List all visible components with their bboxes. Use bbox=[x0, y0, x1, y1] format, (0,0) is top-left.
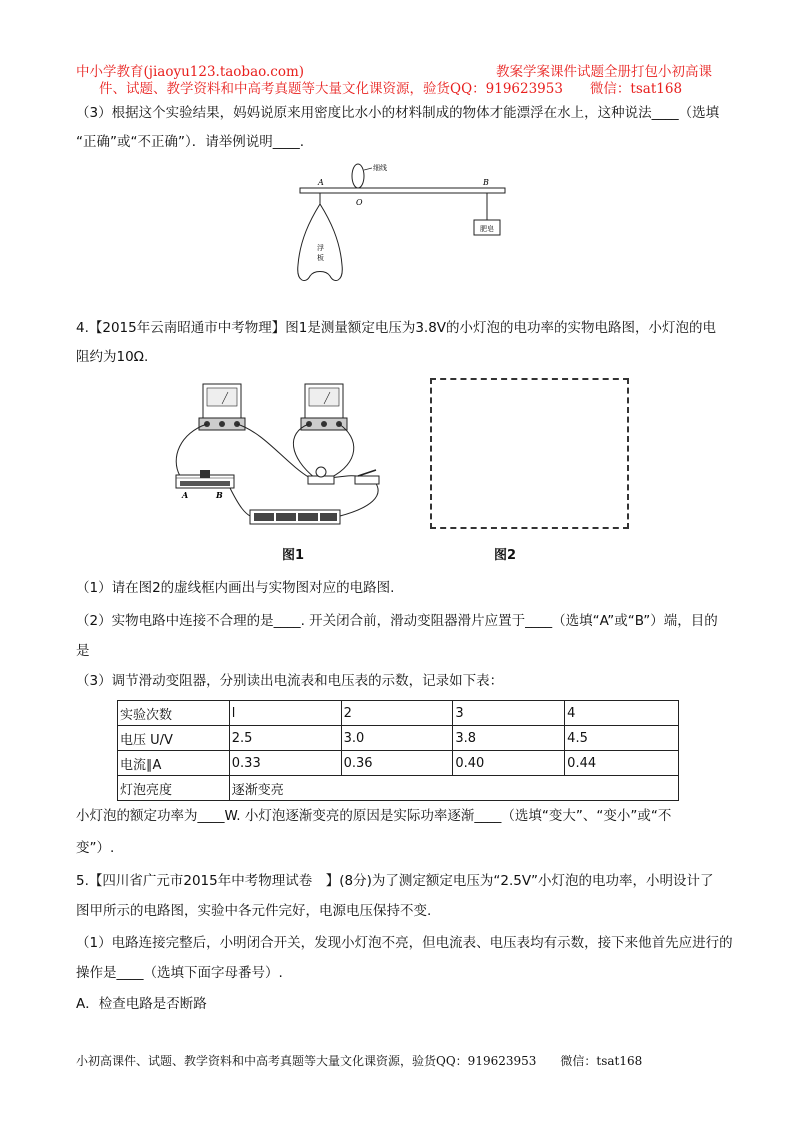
table-cell: 2 bbox=[341, 701, 453, 726]
q4-line1: 4.【2015年云南昭通市中考物理】图1是测量额定电压为3.8V的小灯泡的电功率的实物电路图，小灯泡的电 bbox=[76, 320, 717, 336]
figure1-physical-circuit bbox=[170, 378, 400, 528]
figure1-caption: 图1 bbox=[282, 548, 305, 563]
float-board bbox=[298, 204, 343, 281]
header-promo-line2: 件、试题、教学资料和中高考真题等大量文化课资源，验货QQ：919623953 微信：tsat168 bbox=[99, 81, 683, 97]
q5-line2: 图甲所示的电路图，实验中各元件完好，电源电压保持不变. bbox=[76, 903, 432, 919]
table-cell: 电压 U/V bbox=[118, 726, 230, 751]
table-cell: 逐渐变亮 bbox=[229, 776, 678, 801]
label-a: A bbox=[318, 178, 324, 187]
label-float-1: 浮 bbox=[317, 244, 324, 252]
q4-part1: （1）请在图2的虚线框内画出与实物图对应的电路图. bbox=[76, 580, 395, 596]
fig1-label-a: A bbox=[182, 490, 189, 500]
figure2-caption: 图2 bbox=[494, 548, 517, 563]
string-loop bbox=[352, 164, 364, 188]
table-cell: 4.5 bbox=[565, 726, 679, 751]
q4-after-line2: 变”）. bbox=[76, 840, 115, 856]
q5-part1-line1: （1）电路连接完整后，小明闭合开关，发现小灯泡不亮，但电流表、电压表均有示数，接下来他首先应进行的 bbox=[76, 935, 733, 951]
table-cell: 4 bbox=[565, 701, 679, 726]
voltmeter bbox=[301, 384, 347, 430]
label-float-2: 板 bbox=[317, 254, 324, 262]
table-row bbox=[118, 776, 679, 801]
q4-part2-line2: 是 bbox=[76, 643, 90, 659]
q5-line1: 5.【四川省广元市2015年中考物理试卷 】(8分)为了测定额定电压为“2.5V”小灯泡的电功率，小明设计了 bbox=[76, 873, 714, 889]
table-cell: 3.0 bbox=[341, 726, 453, 751]
table-row bbox=[118, 726, 679, 751]
header-promo-line1: 教案学案课件试题全册打包小初高课 bbox=[496, 64, 712, 80]
footer-text: 小初高课件、试题、教学资料和中高考真题等大量文化课资源，验货QQ：919623953 微信：tsat168 bbox=[76, 1054, 643, 1068]
lever-figure bbox=[280, 160, 520, 300]
table-cell: l bbox=[229, 701, 341, 726]
table-cell: 0.33 bbox=[229, 751, 341, 776]
switch bbox=[355, 470, 379, 484]
measurement-table bbox=[117, 700, 679, 801]
table-cell: 3 bbox=[453, 701, 565, 726]
q4-part2-line1: （2）实物电路中连接不合理的是____. 开关闭合前，滑动变阻器滑片应置于____（选填“A”或“B”）端，目的 bbox=[76, 613, 718, 629]
header-site-title: 中小学教育(jiaoyu123.taobao.com) bbox=[76, 64, 305, 80]
q5-option-a: A．检查电路是否断路 bbox=[76, 996, 207, 1012]
table-cell: 0.44 bbox=[565, 751, 679, 776]
q3-part3-line1: （3）根据这个实验结果，妈妈说原来用密度比水小的材料制成的物体才能漂浮在水上，这种说法____（选填 bbox=[76, 105, 720, 121]
figure2-dashed-box bbox=[430, 378, 629, 529]
ammeter bbox=[199, 384, 245, 430]
fig1-label-b: B bbox=[216, 490, 223, 500]
table-cell: 电流∥A bbox=[118, 751, 230, 776]
table-cell: 3.8 bbox=[453, 726, 565, 751]
q5-part1-line2: 操作是____（选填下面字母番号）. bbox=[76, 965, 283, 981]
table-cell: 灯泡亮度 bbox=[118, 776, 230, 801]
rheostat bbox=[176, 470, 234, 500]
q4-after-line1: 小灯泡的额定功率为____W. 小灯泡逐渐变亮的原因是实际功率逐渐____（选填“变大”、“变小”或“不 bbox=[76, 808, 672, 824]
table-row bbox=[118, 701, 679, 726]
label-string: 细线 bbox=[373, 164, 387, 172]
table-cell: 0.40 bbox=[453, 751, 565, 776]
q3-part3-line2: “正确”或“不正确”）．请举例说明____. bbox=[76, 134, 305, 150]
battery-pack bbox=[250, 510, 340, 524]
table-cell: 2.5 bbox=[229, 726, 341, 751]
lever-rod bbox=[300, 188, 505, 193]
bulb bbox=[308, 467, 334, 484]
label-soap: 肥皂 bbox=[480, 225, 494, 233]
label-b: B bbox=[483, 178, 489, 187]
label-o: O bbox=[356, 198, 363, 207]
q4-line2: 阻约为10Ω. bbox=[76, 349, 149, 365]
table-cell: 0.36 bbox=[341, 751, 453, 776]
table-row bbox=[118, 751, 679, 776]
table-cell: 实验次数 bbox=[118, 701, 230, 726]
q4-part3: （3）调节滑动变阻器，分别读出电流表和电压表的示数，记录如下表： bbox=[76, 673, 504, 689]
